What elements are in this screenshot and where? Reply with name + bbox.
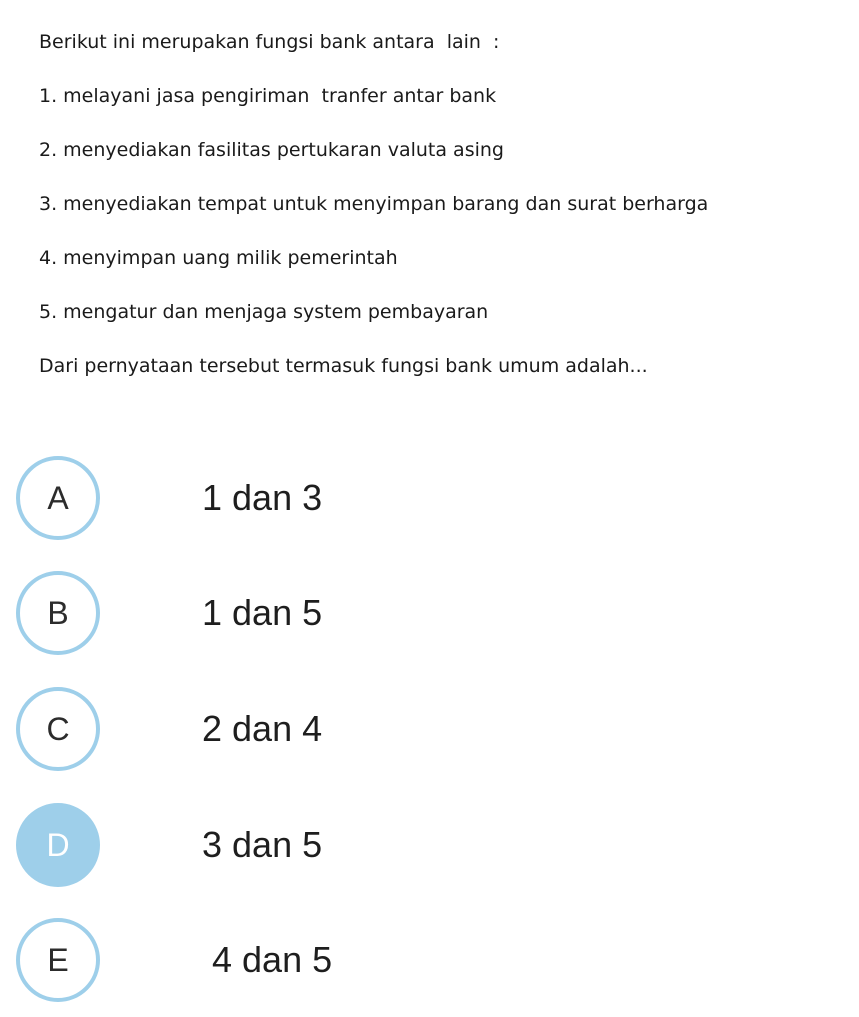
option-a-text[interactable]: 1 dan 3 [202, 477, 323, 518]
option-c-letter[interactable]: C [16, 687, 100, 771]
statement-1: 1. melayani jasa pengiriman tranfer antar bank [39, 85, 497, 107]
option-e-text[interactable]: 4 dan 5 [202, 939, 333, 980]
option-a[interactable] [16, 456, 836, 540]
option-d-text[interactable]: 3 dan 5 [202, 824, 323, 865]
statement-3: 3. menyediakan tempat untuk menyimpan barang dan surat berharga [39, 193, 709, 215]
option-b-letter[interactable]: B [16, 571, 100, 655]
statement-5: 5. mengatur dan menjaga system pembayaran [39, 301, 489, 323]
option-d[interactable] [16, 803, 836, 887]
question-text [39, 30, 839, 378]
option-c[interactable] [16, 687, 836, 771]
question-prompt: Dari pernyataan tersebut termasuk fungsi bank umum adalah... [39, 355, 648, 377]
statement-2: 2. menyediakan fasilitas pertukaran valuta asing [39, 139, 504, 161]
statement-4: 4. menyimpan uang milik pemerintah [39, 247, 398, 269]
question-intro: Berikut ini merupakan fungsi bank antara lain : [39, 31, 500, 53]
option-a-letter[interactable]: A [16, 456, 100, 540]
option-c-text[interactable]: 2 dan 4 [202, 708, 323, 749]
option-b-text[interactable]: 1 dan 5 [202, 592, 323, 633]
option-e-letter[interactable]: E [16, 918, 100, 1002]
option-d-letter[interactable]: D [16, 803, 100, 887]
option-e[interactable] [16, 918, 836, 1002]
option-b[interactable] [16, 571, 836, 655]
